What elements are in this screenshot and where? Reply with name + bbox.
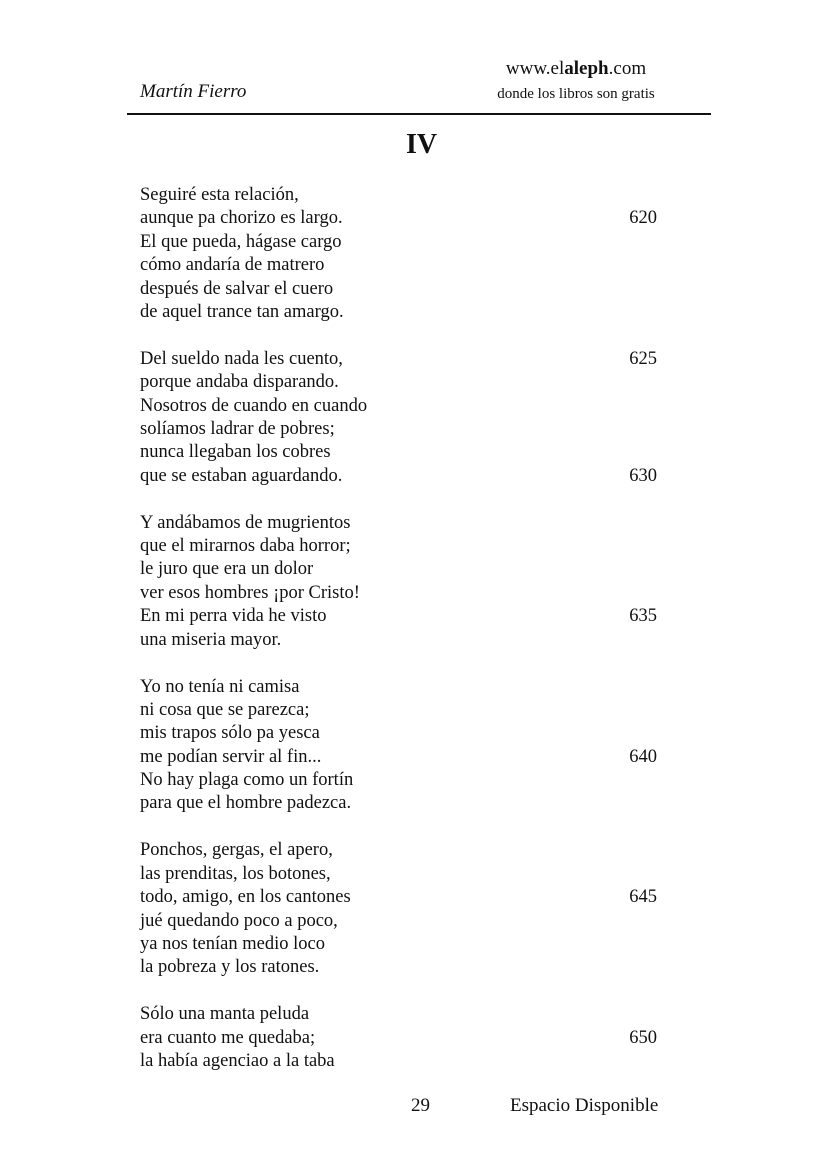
line-number: 620 xyxy=(629,208,657,229)
verse-text: No hay plaga como un fortín xyxy=(140,770,354,791)
poem-body xyxy=(140,184,660,1097)
verse-text: porque andaba disparando. xyxy=(140,372,339,393)
verse-text: solíamos ladrar de pobres; xyxy=(140,419,335,440)
site-url-suffix: .com xyxy=(608,58,647,79)
verse-text: mis trapos sólo pa yesca xyxy=(140,723,320,744)
verse-text: En mi perra vida he visto xyxy=(140,606,327,627)
verse-line xyxy=(140,465,660,488)
line-number: 635 xyxy=(629,606,657,627)
verse-line xyxy=(140,254,660,277)
verse-line xyxy=(140,184,660,207)
stanza xyxy=(140,184,660,324)
verse-line xyxy=(140,933,660,956)
site-banner xyxy=(476,57,676,105)
stanza xyxy=(140,512,660,652)
line-number: 640 xyxy=(629,746,657,767)
verse-text: ver esos hombres ¡por Cristo! xyxy=(140,582,360,603)
line-number: 625 xyxy=(629,348,657,369)
book-title: Martín Fierro xyxy=(140,81,247,102)
stanza xyxy=(140,348,660,488)
verse-text: Sólo una manta peluda xyxy=(140,1004,310,1025)
verse-text: ni cosa que se parezca; xyxy=(140,699,310,720)
site-url-bold: aleph xyxy=(564,58,609,79)
verse-text: Nosotros de cuando en cuando xyxy=(140,395,368,416)
verse-text: la había agenciao a la taba xyxy=(140,1051,335,1071)
verse-line xyxy=(140,301,660,324)
verse-line xyxy=(140,535,660,558)
verse-text: la pobreza y los ratones. xyxy=(140,957,320,978)
verse-text: Ponchos, gergas, el apero, xyxy=(140,840,333,861)
site-url-prefix: www.el xyxy=(505,58,565,79)
site-tagline: donde los libros son gratis xyxy=(497,86,655,102)
verse-text: le juro que era un dolor xyxy=(140,559,314,580)
verse-line xyxy=(140,1003,660,1026)
verse-line xyxy=(140,558,660,581)
verse-text: después de salvar el cuero xyxy=(140,278,334,299)
verse-line xyxy=(140,910,660,933)
verse-line xyxy=(140,348,660,371)
verse-text: todo, amigo, en los cantones xyxy=(140,887,351,908)
verse-text: Y andábamos de mugrientos xyxy=(140,512,351,533)
line-number: 630 xyxy=(629,465,657,486)
verse-text: me podían servir al fin... xyxy=(140,746,322,767)
verse-line xyxy=(140,605,660,628)
page-number: 29 xyxy=(411,1095,430,1116)
verse-line xyxy=(140,863,660,886)
verse-text: para que el hombre padezca. xyxy=(140,793,352,814)
stanza xyxy=(140,839,660,979)
verse-text: que se estaban aguardando. xyxy=(140,465,343,486)
verse-text: las prenditas, los botones, xyxy=(140,863,331,884)
site-url[interactable] xyxy=(476,57,676,81)
verse-line xyxy=(140,956,660,979)
verse-text: cómo andaría de matrero xyxy=(140,255,325,276)
verse-text: que el mirarnos daba horror; xyxy=(140,536,351,557)
verse-line xyxy=(140,792,660,815)
verse-text: ya nos tenían medio loco xyxy=(140,933,325,954)
verse-text: Seguiré esta relación, xyxy=(140,185,299,205)
verse-line xyxy=(140,207,660,230)
stanza xyxy=(140,1003,660,1073)
verse-line xyxy=(140,395,660,418)
verse-line xyxy=(140,371,660,394)
verse-line xyxy=(140,1027,660,1050)
stanza xyxy=(140,676,660,816)
header-divider xyxy=(127,113,711,115)
verse-text: jué quedando poco a poco, xyxy=(140,910,338,931)
verse-line xyxy=(140,676,660,699)
verse-text: Del sueldo nada les cuento, xyxy=(140,348,343,369)
verse-line xyxy=(140,746,660,769)
verse-text: aunque pa chorizo es largo. xyxy=(140,208,343,229)
line-number: 645 xyxy=(629,887,657,908)
verse-line xyxy=(140,629,660,652)
verse-line xyxy=(140,839,660,862)
verse-line xyxy=(140,699,660,722)
verse-line xyxy=(140,278,660,301)
verse-text: El que pueda, hágase cargo xyxy=(140,231,342,252)
verse-line xyxy=(140,441,660,464)
verse-line xyxy=(140,418,660,441)
verse-text: de aquel trance tan amargo. xyxy=(140,301,344,322)
verse-line xyxy=(140,582,660,605)
line-number: 650 xyxy=(629,1027,657,1048)
verse-text: una miseria mayor. xyxy=(140,629,282,650)
verse-line xyxy=(140,231,660,254)
verse-text: nunca llegaban los cobres xyxy=(140,442,331,463)
verse-text: Yo no tenía ni camisa xyxy=(140,676,300,697)
verse-line xyxy=(140,512,660,535)
verse-line xyxy=(140,769,660,792)
section-title: IV xyxy=(405,129,438,160)
verse-line xyxy=(140,722,660,745)
verse-text: era cuanto me quedaba; xyxy=(140,1027,316,1048)
verse-line xyxy=(140,1050,660,1073)
footer-note: Espacio Disponible xyxy=(510,1095,659,1116)
verse-line xyxy=(140,886,660,909)
